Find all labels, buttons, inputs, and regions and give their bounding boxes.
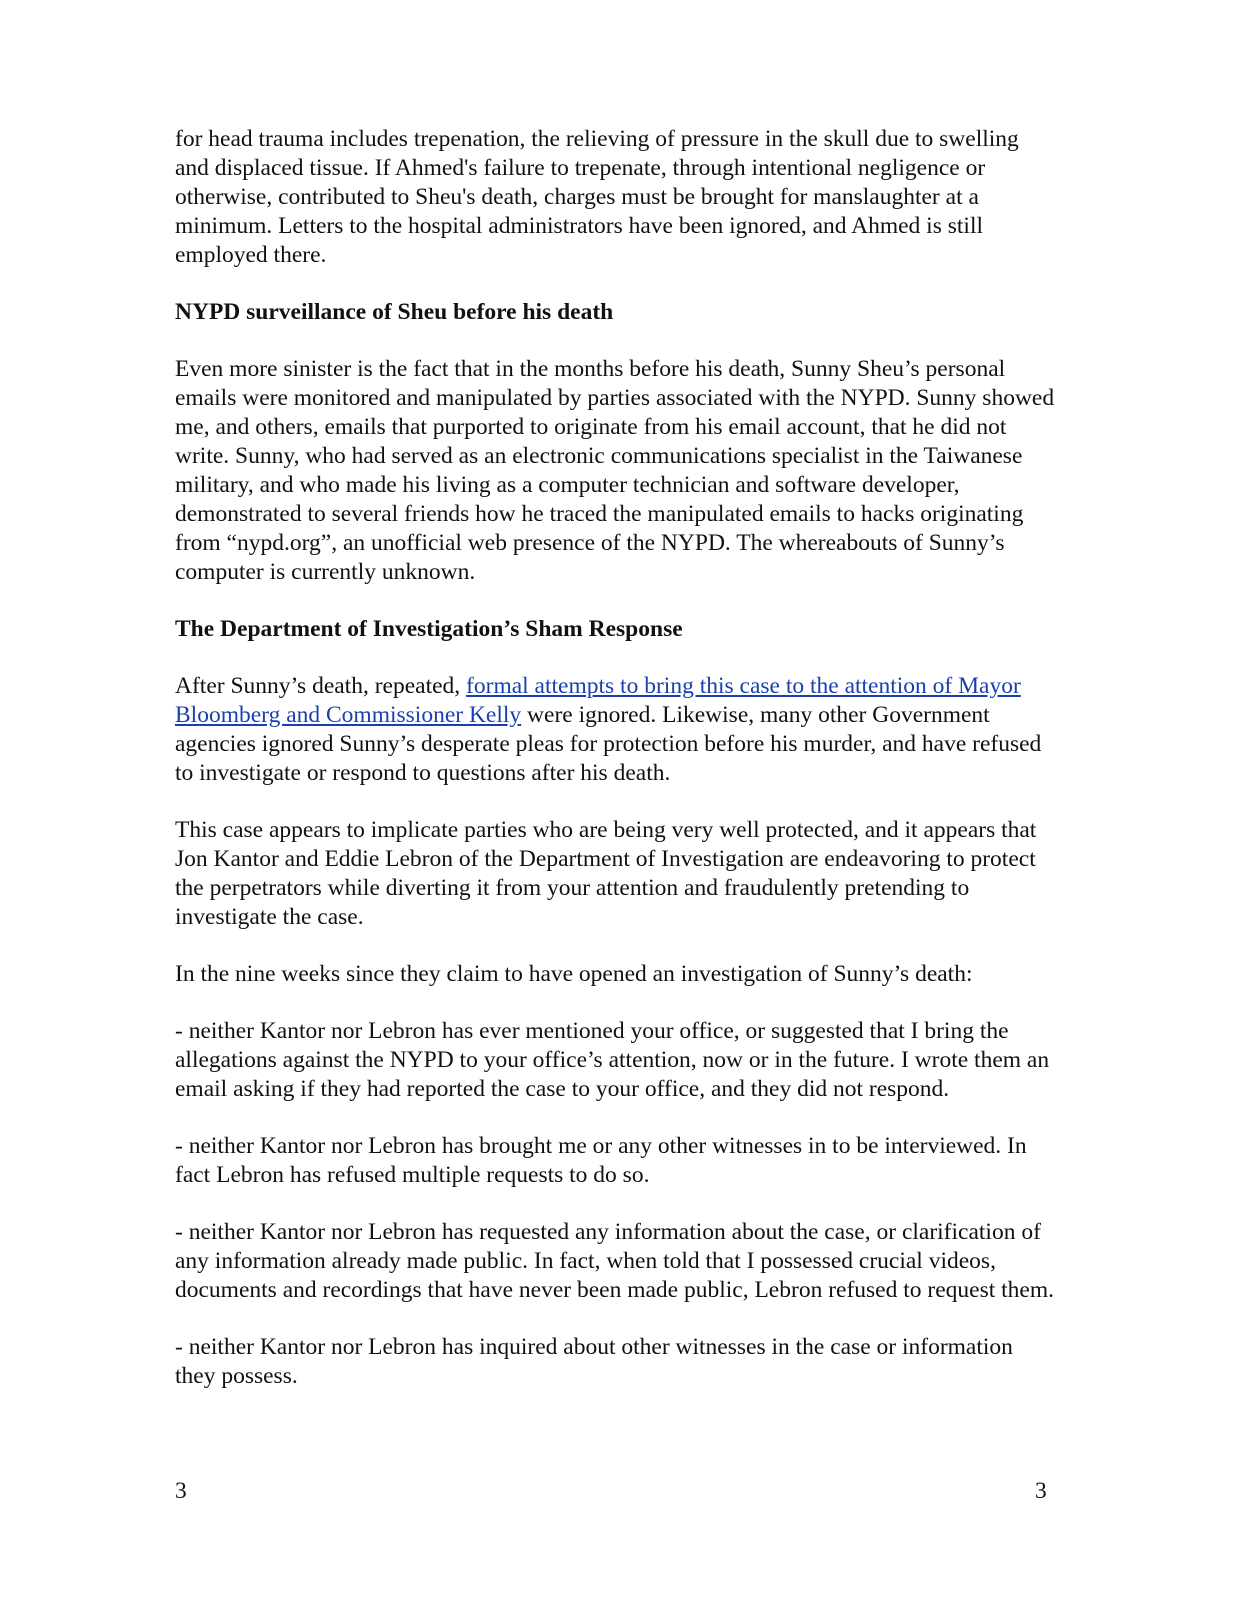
paragraph-formal-attempts [175,672,1055,788]
paragraph-text-before-link: After Sunny’s death, repeated, [175,673,467,699]
paragraph-text-after-link: were ignored. Likewise, many other Government agencies ignored Sunny’s desperate pleas for protection before his murder, and have refused to investigate or respond to questions after his death. [175,702,1042,786]
heading-nypd-surveillance: NYPD surveillance of Sheu before his death [175,299,614,325]
heading-doi-response: The Department of Investigation’s Sham Response [175,616,683,642]
paragraph-implicate-parties: This case appears to implicate parties who are being very well protected, and it appears that Jon Kantor and Eddie Lebron of the Department of Investigation are endeavoring to protect the perpetrators while diverting it from your attention and fraudulently pretending to investigate the case. [175,817,1037,930]
list-item-office: - neither Kantor nor Lebron has ever mentioned your office, or suggested that I bring the allegations against the NYPD to your office’s attention, now or in the future. I wrote them an email asking if they had reported the case to your office, and they did not respond. [175,1018,1050,1102]
page-number-right: 3 [1035,1478,1047,1504]
page-number-left: 3 [175,1478,187,1504]
document-body [175,125,1055,1419]
formal-attempts-link[interactable]: formal attempts to bring this case to the attention of Mayor Bloomberg and Commissioner Kelly [175,673,1021,728]
list-item-witnesses: - neither Kantor nor Lebron has brought me or any other witnesses in to be interviewed. In fact Lebron has refused multiple requests to do so. [175,1133,1027,1188]
list-item-other-witnesses: - neither Kantor nor Lebron has inquired about other witnesses in the case or information they possess. [175,1334,1013,1389]
paragraph-head-trauma: for head trauma includes trepenation, the relieving of pressure in the skull due to swelling and displaced tissue. If Ahmed's failure to trepenate, through intentional negligence or otherwise, contributed to Sheu's death, charges must be brought for manslaughter at a minimum. Letters to the hospital administrators have been ignored, and Ahmed is still employed there. [175,126,1019,268]
list-item-information: - neither Kantor nor Lebron has requested any information about the case, or clarification of any information already made public. In fact, when told that I possessed crucial videos, documents and recordings that have never been made public, Lebron refused to request them. [175,1219,1054,1303]
paragraph-nine-weeks: In the nine weeks since they claim to have opened an investigation of Sunny’s death: [175,961,973,987]
paragraph-surveillance: Even more sinister is the fact that in the months before his death, Sunny Sheu’s personal emails were monitored and manipulated by parties associated with the NYPD. Sunny showed me, and others, emails that purported to originate from his email account, that he did not write. Sunny, who had served as an electronic communications specialist in the Taiwanese military, and who made his living as a computer technician and software developer, demonstrated to several friends how he traced the manipulated emails to hacks originating from “nypd.org”, an unofficial web presence of the NYPD. The whereabouts of Sunny’s computer is currently unknown. [175,356,1055,585]
